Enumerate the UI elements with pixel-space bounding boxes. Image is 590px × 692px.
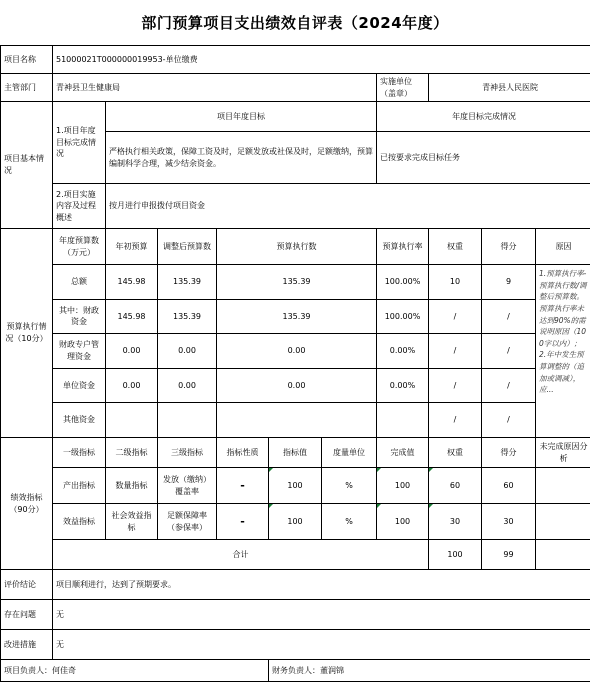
perf-unit: %	[322, 468, 377, 504]
budget-row-weight: /	[429, 299, 482, 334]
budget-row-score: /	[482, 299, 536, 334]
budget-weight-header: 权重	[429, 229, 482, 265]
perf-score: 30	[482, 504, 536, 540]
budget-row-weight: /	[429, 334, 482, 369]
budget-row	[1, 334, 590, 369]
budget-row-score: /	[482, 403, 536, 438]
perf-score: 60	[482, 468, 536, 504]
completion-text: 已按要求完成目标任务	[377, 132, 590, 184]
budget-row-rate: 0.00%	[377, 368, 429, 403]
budget-row-rate: 100.00%	[377, 265, 429, 300]
perf-weight-header: 权重	[429, 438, 482, 468]
goal-text: 严格执行相关政策，保障工资及时，足额发放或社保及时，足额缴纳，预算编制科学合理，减少结余资金。	[106, 132, 377, 184]
budget-row-initial: 145.98	[106, 265, 158, 300]
budget-row-rate: 0.00%	[377, 334, 429, 369]
budget-row-score: 9	[482, 265, 536, 300]
budget-row-label: 财政专户管理资金	[53, 334, 106, 369]
budget-row-label: 其他资金	[53, 403, 106, 438]
project-name-label: 项目名称	[1, 46, 53, 74]
budget-row-initial: 0.00	[106, 334, 158, 369]
budget-row-label: 总额	[53, 265, 106, 300]
budget-section-label: 预算执行情况（10分）	[1, 229, 53, 438]
budget-row-score: /	[482, 368, 536, 403]
performance-section-label: 绩效指标（90分）	[1, 438, 53, 570]
basic-section-label: 项目基本情况	[1, 102, 53, 229]
process-label: 2.项目实施内容及过程概述	[53, 184, 106, 229]
perf-level3-header: 三级指标	[158, 438, 217, 468]
budget-executed-header: 预算执行数	[217, 229, 377, 265]
budget-row-executed: 0.00	[217, 368, 377, 403]
budget-row-rate	[377, 403, 429, 438]
perf-level1: 效益指标	[53, 504, 106, 540]
conclusion-value: 项目顺利进行，达到了预期要求。	[53, 570, 590, 600]
budget-row-score: /	[482, 334, 536, 369]
perf-nature-header: 指标性质	[217, 438, 269, 468]
issues-value: 无	[53, 600, 590, 630]
perf-weight: 30	[429, 504, 482, 540]
goal-header-row	[1, 102, 590, 132]
impl-unit-label: 实施单位（盖章）	[377, 74, 429, 102]
process-row	[1, 184, 590, 229]
project-name-value: 51000021T000000019953-单位缴费	[53, 46, 590, 74]
budget-row-rate: 100.00%	[377, 299, 429, 334]
budget-row-label: 其中：财政资金	[53, 299, 106, 334]
budget-row-adjusted: 0.00	[158, 368, 217, 403]
issues-label: 存在问题	[1, 600, 53, 630]
perf-level3: 足额保障率（参保率）	[158, 504, 217, 540]
impl-unit-value: 青神县人民医院	[429, 74, 590, 102]
perf-level2: 数量指标	[106, 468, 158, 504]
perf-nature: -	[217, 504, 269, 540]
budget-score-header: 得分	[482, 229, 536, 265]
department-value: 青神县卫生健康局	[53, 74, 377, 102]
budget-row	[1, 299, 590, 334]
conclusion-label: 评价结论	[1, 570, 53, 600]
project-lead: 项目负责人：何佳奇	[1, 660, 269, 682]
budget-row	[1, 368, 590, 403]
budget-row-executed: 0.00	[217, 334, 377, 369]
perf-target: 100	[269, 504, 322, 540]
perf-reason-header: 未完成原因分析	[536, 438, 590, 468]
perf-level2: 社会效益指标	[106, 504, 158, 540]
perf-actual: 100	[377, 504, 429, 540]
signature-row	[1, 660, 590, 682]
budget-reason-cell	[536, 265, 590, 438]
budget-row-executed: 135.39	[217, 299, 377, 334]
perf-target: 100	[269, 468, 322, 504]
budget-row-adjusted	[158, 403, 217, 438]
finance-lead: 财务负责人：董润锦	[269, 660, 590, 682]
total-reason	[536, 540, 590, 570]
budget-row-weight: /	[429, 368, 482, 403]
total-label: 合计	[53, 540, 429, 570]
budget-funds-header: 年度预算数（万元）	[53, 229, 106, 265]
performance-header-row	[1, 438, 590, 468]
department-row	[1, 74, 590, 102]
perf-level1: 产出指标	[53, 468, 106, 504]
performance-row	[1, 468, 590, 504]
conclusion-row	[1, 570, 590, 600]
total-row	[1, 540, 590, 570]
project-name-row	[1, 46, 590, 74]
budget-row-adjusted: 0.00	[158, 334, 217, 369]
budget-header-row	[1, 229, 590, 265]
budget-row-initial: 145.98	[106, 299, 158, 334]
budget-row-weight: 10	[429, 265, 482, 300]
perf-reason	[536, 468, 590, 504]
perf-actual-header: 完成值	[377, 438, 429, 468]
measures-row	[1, 630, 590, 660]
perf-reason	[536, 504, 590, 540]
budget-rate-header: 预算执行率	[377, 229, 429, 265]
department-label: 主管部门	[1, 74, 53, 102]
perf-target-header: 指标值	[269, 438, 322, 468]
budget-row-label: 单位资金	[53, 368, 106, 403]
issues-row	[1, 600, 590, 630]
performance-row	[1, 504, 590, 540]
budget-row-initial	[106, 403, 158, 438]
page-title: 部门预算项目支出绩效自评表（2024年度）	[141, 14, 449, 32]
budget-row-weight: /	[429, 403, 482, 438]
perf-level3: 发放（缴纳）覆盖率	[158, 468, 217, 504]
measures-value: 无	[53, 630, 590, 660]
budget-row-adjusted: 135.39	[158, 299, 217, 334]
process-text: 按月进行申报拨付项目资金	[106, 184, 590, 229]
budget-row-adjusted: 135.39	[158, 265, 217, 300]
total-weight: 100	[429, 540, 482, 570]
goal-completion-label: 1.项目年度目标完成情况	[53, 102, 106, 184]
budget-reason-header: 原因	[536, 229, 590, 265]
budget-row	[1, 403, 590, 438]
goal-header: 项目年度目标	[106, 102, 377, 132]
evaluation-table	[0, 45, 590, 682]
measures-label: 改进措施	[1, 630, 53, 660]
total-score: 99	[482, 540, 536, 570]
budget-adjusted-header: 调整后预算数	[158, 229, 217, 265]
perf-unit-header: 度量单位	[322, 438, 377, 468]
completion-header: 年度目标完成情况	[377, 102, 590, 132]
perf-nature: -	[217, 468, 269, 504]
perf-level2-header: 二级指标	[106, 438, 158, 468]
perf-weight: 60	[429, 468, 482, 504]
perf-score-header: 得分	[482, 438, 536, 468]
budget-reason-text: 1.预算执行率-预算执行数/调整后预算数。预算执行率未达到90%的需说明原因（100字以内）；2.年中发生预算调整的（追加或调减），应...	[539, 269, 587, 395]
budget-row-executed	[217, 403, 377, 438]
perf-actual: 100	[377, 468, 429, 504]
budget-row-initial: 0.00	[106, 368, 158, 403]
budget-row	[1, 265, 590, 300]
perf-unit: %	[322, 504, 377, 540]
budget-initial-header: 年初预算	[106, 229, 158, 265]
perf-level1-header: 一级指标	[53, 438, 106, 468]
budget-row-executed: 135.39	[217, 265, 377, 300]
